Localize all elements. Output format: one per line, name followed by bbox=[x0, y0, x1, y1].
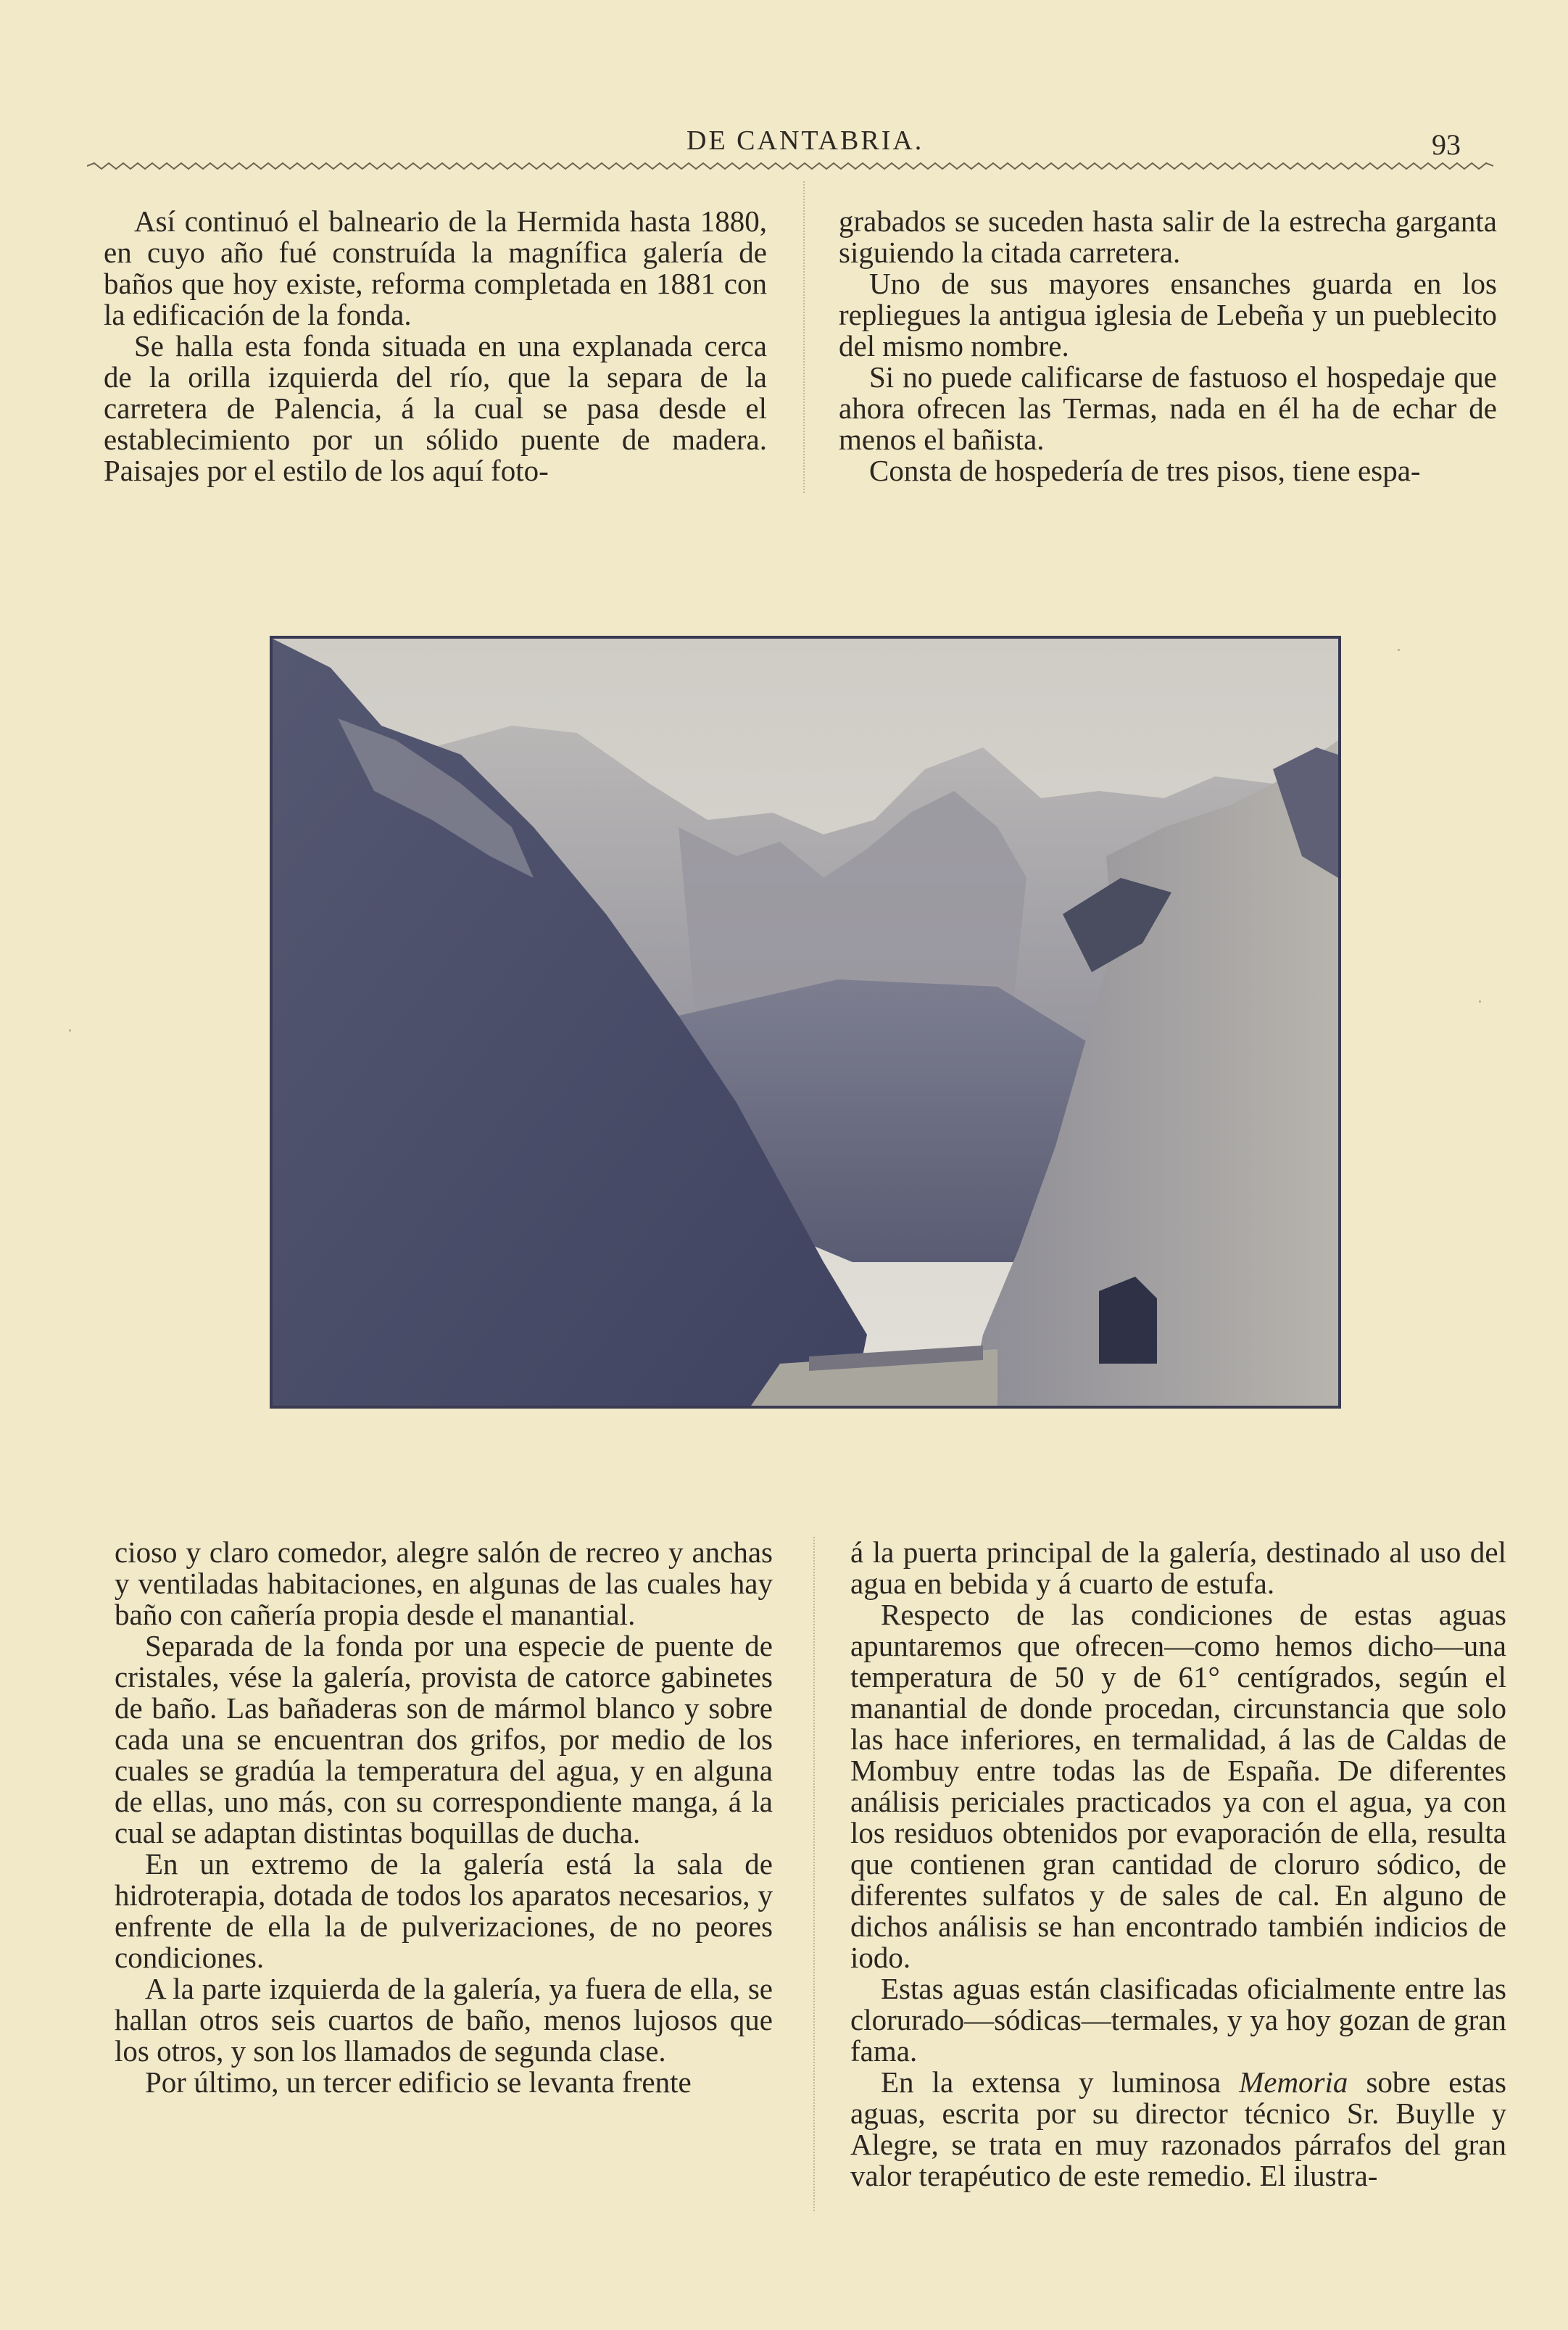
paragraph: Respecto de las condiciones de estas aguas apuntaremos que ofrecen—como hemos dicho—una temperatura de 50 y de 61° centígrados, según el manantial de donde procedan, circunstancia que solo las hace inferiores, en termalidad, á las de Caldas de Mombuy entre todas las de España. De diferentes análisis periciales practicados ya con el agua, ya con los residuos obtenidos por evaporación de ella, resulta que contienen gran cantidad de cloruro sódico, de diferentes sulfatos y de sales de cal. En alguno de dichos análisis se han encontrado también indicios de iodo. bbox=[850, 1598, 1506, 1974]
decorative-rule bbox=[87, 161, 1493, 171]
bottom-right-column bbox=[850, 1537, 1506, 2192]
column-divider bbox=[813, 1537, 815, 2211]
text-run: En la extensa y luminosa bbox=[881, 2065, 1240, 2099]
italic-title: Memoria bbox=[1239, 2065, 1348, 2099]
paragraph: En un extremo de la galería está la sala de hidroterapia, dotada de todos los aparatos necesarios, y enfrente de ella la de pulverizaciones, de no peores condiciones. bbox=[115, 1847, 773, 1974]
paragraph: Uno de sus mayores ensanches guarda en los repliegues la antigua iglesia de Lebeña y un pueblecito del mismo nombre. bbox=[839, 267, 1497, 362]
column-divider bbox=[803, 181, 805, 493]
top-right-column bbox=[839, 206, 1497, 486]
paragraph: Se halla esta fonda situada en una explanada cerca de la orilla izquierda del río, que la separa de la carretera de Palencia, á la cual se pasa desde el establecimiento por un sólido puente de madera. Paisajes por el estilo de los aquí foto- bbox=[104, 329, 767, 487]
paragraph: Si no puede calificarse de fastuoso el hospedaje que ahora ofrecen las Termas, nada en él ha de echar de menos el bañista. bbox=[839, 360, 1497, 456]
top-left-column bbox=[104, 206, 767, 486]
text-run: sobre estas aguas, escrita por su director técnico Sr. Buylle y Alegre, se trata en muy razonados párrafos del gran valor terapéutico de este remedio. El ilustra- bbox=[850, 2065, 1506, 2192]
paper-speck bbox=[1398, 649, 1400, 651]
bottom-left-column bbox=[115, 1537, 773, 2098]
paragraph: Estas aguas están clasificadas oficialmente entre las clorurado—sódicas—termales, y ya hoy gozan de gran fama. bbox=[850, 1972, 1506, 2068]
paragraph: cioso y claro comedor, alegre salón de recreo y anchas y ventiladas habitaciones, en algunas de las cuales hay baño con cañería propia desde el manantial. bbox=[115, 1535, 773, 1631]
paragraph: grabados se suceden hasta salir de la estrecha garganta siguiendo la citada carretera. bbox=[839, 204, 1497, 269]
paper-speck bbox=[1479, 1000, 1481, 1003]
paragraph: Consta de hospedería de tres pisos, tiene espa- bbox=[869, 454, 1421, 487]
running-title: DE CANTABRIA. bbox=[686, 125, 924, 156]
paragraph: Por último, un tercer edificio se levanta frente bbox=[145, 2065, 692, 2099]
mountain-gorge-photograph bbox=[270, 636, 1341, 1409]
paper-speck bbox=[69, 1029, 71, 1032]
paragraph: A la parte izquierda de la galería, ya fuera de ella, se hallan otros seis cuartos de baño, menos lujosos que los otros, y son los llamados de segunda clase. bbox=[115, 1972, 773, 2068]
paragraph: á la puerta principal de la galería, destinado al uso del agua en bebida y á cuarto de estufa. bbox=[850, 1535, 1506, 1600]
paragraph bbox=[850, 2067, 1506, 2192]
paragraph: Así continuó el balneario de la Hermida hasta 1880, en cuyo año fué construída la magnífica galería de baños que hoy existe, reforma completada en 1881 con la edificación de la fonda. bbox=[104, 204, 767, 331]
paragraph: Separada de la fonda por una especie de puente de cristales, vése la galería, provista de catorce gabinetes de baño. Las bañaderas son de mármol blanco y sobre cada una se encuentran dos grifos, por medio de los cuales se gradúa la temperatura del agua, y en alguna de ellas, uno más, con su correspondiente manga, á la cual se adaptan distintas boquillas de ducha. bbox=[115, 1629, 773, 1849]
page-number: 93 bbox=[1432, 128, 1461, 161]
